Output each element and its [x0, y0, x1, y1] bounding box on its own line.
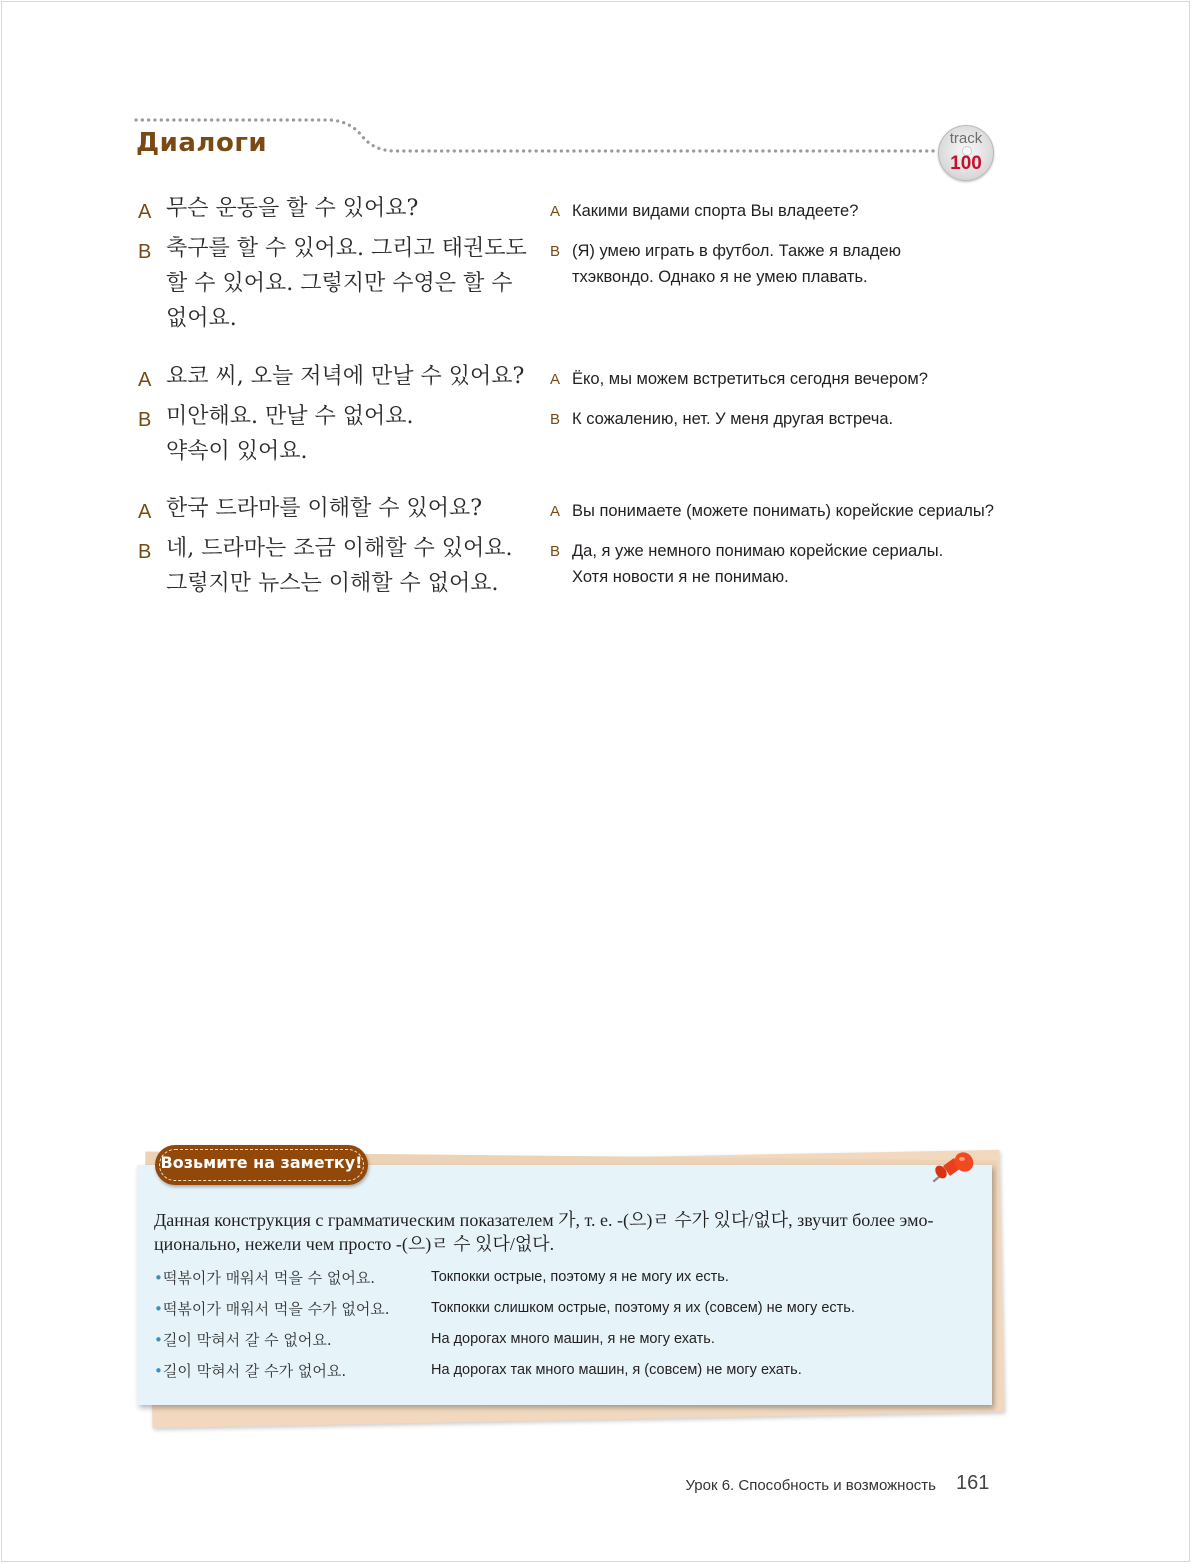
speaker-label: B	[550, 243, 561, 260]
note-intro-line: Данная конструкция с грамматическим показателем 가, т. е. -(으)ㄹ 수가 있다/없다, звучит более эмо-	[154, 1210, 934, 1230]
speaker-label: A	[550, 503, 561, 520]
note-badge-label: Возьмите на заметку!	[160, 1153, 363, 1172]
example-translation: На дорогах много машин, я не могу ехать.	[431, 1331, 715, 1347]
korean-line: 한국 드라마를 이해할 수 있어요?	[166, 496, 483, 521]
speaker-label: A	[138, 369, 152, 391]
bullet: •	[154, 1269, 163, 1287]
bullet: •	[154, 1331, 163, 1349]
example-translation: На дорогах так много машин, я (совсем) не могу ехать.	[431, 1362, 802, 1378]
example-korean-text: 길이 막혀서 갈 수가 없어요.	[162, 1362, 347, 1380]
track-label: track	[949, 130, 983, 147]
korean-line: 미안해요. 만날 수 없어요.	[166, 404, 414, 429]
example-korean-text: 떡볶이가 매워서 먹을 수 없어요.	[162, 1269, 376, 1287]
translation-line: К сожалению, нет. У меня другая встреча.	[572, 410, 894, 428]
example-korean	[154, 1360, 429, 1381]
bullet: •	[154, 1362, 163, 1380]
speaker-label: B	[550, 543, 561, 560]
korean-line: 그렇지만 뉴스는 이해할 수 없어요.	[166, 571, 499, 596]
speaker-label: B	[138, 241, 152, 263]
translation-line: (Я) умею играть в футбол. Также я владею	[572, 242, 902, 260]
page-number: 161	[956, 1472, 990, 1494]
korean-line: 약속이 있어요.	[166, 439, 308, 464]
speaker-label: A	[138, 201, 152, 223]
speaker-label: A	[550, 203, 561, 220]
header-dotted-line	[0, 0, 1193, 200]
note-intro-line: ционально, нежели чем просто -(으)ㄹ 수 있다/없다.	[154, 1234, 555, 1254]
pushpin-icon	[928, 1148, 980, 1188]
translation-line: Какими видами спорта Вы владеете?	[572, 202, 859, 220]
example-korean-text: 길이 막혀서 갈 수 없어요.	[162, 1331, 332, 1349]
speaker-label: B	[138, 409, 152, 431]
speaker-label: A	[550, 371, 561, 388]
bullet: •	[154, 1300, 163, 1318]
track-badge[interactable]	[938, 125, 994, 181]
speaker-label: B	[550, 411, 561, 428]
example-korean	[154, 1329, 429, 1350]
translation-line: тхэквондо. Однако я не умею плавать.	[572, 268, 868, 286]
section-title: Диалоги	[136, 128, 268, 158]
footer-lesson-title: Урок 6. Способность и возможность	[685, 1477, 936, 1494]
speaker-label: A	[138, 501, 152, 523]
korean-line: 없어요.	[166, 306, 237, 331]
translation-line: Да, я уже немного понимаю корейские сериалы.	[572, 542, 944, 560]
korean-line: 할 수 있어요. 그렇지만 수영은 할 수	[166, 271, 513, 296]
example-korean	[154, 1267, 429, 1288]
example-translation: Токпокки острые, поэтому я не могу их есть.	[431, 1269, 729, 1285]
track-number: 100	[950, 153, 982, 174]
example-korean	[154, 1298, 429, 1319]
translation-line: Ёко, мы можем встретиться сегодня вечером?	[572, 370, 928, 388]
note-intro	[154, 1208, 984, 1256]
korean-line: 요코 씨, 오늘 저녁에 만날 수 있어요?	[166, 364, 525, 389]
note-badge	[155, 1145, 368, 1185]
korean-line: 네, 드라마는 조금 이해할 수 있어요.	[166, 536, 513, 561]
example-korean-text: 떡볶이가 매워서 먹을 수가 없어요.	[162, 1300, 390, 1318]
korean-line: 무슨 운동을 할 수 있어요?	[166, 196, 419, 221]
example-translation: Токпокки слишком острые, поэтому я их (совсем) не могу есть.	[431, 1300, 855, 1316]
translation-line: Вы понимаете (можете понимать) корейские сериалы?	[572, 502, 994, 520]
speaker-label: B	[138, 541, 152, 563]
translation-line: Хотя новости я не понимаю.	[572, 568, 789, 586]
korean-line: 축구를 할 수 있어요. 그리고 태권도도	[166, 236, 527, 261]
